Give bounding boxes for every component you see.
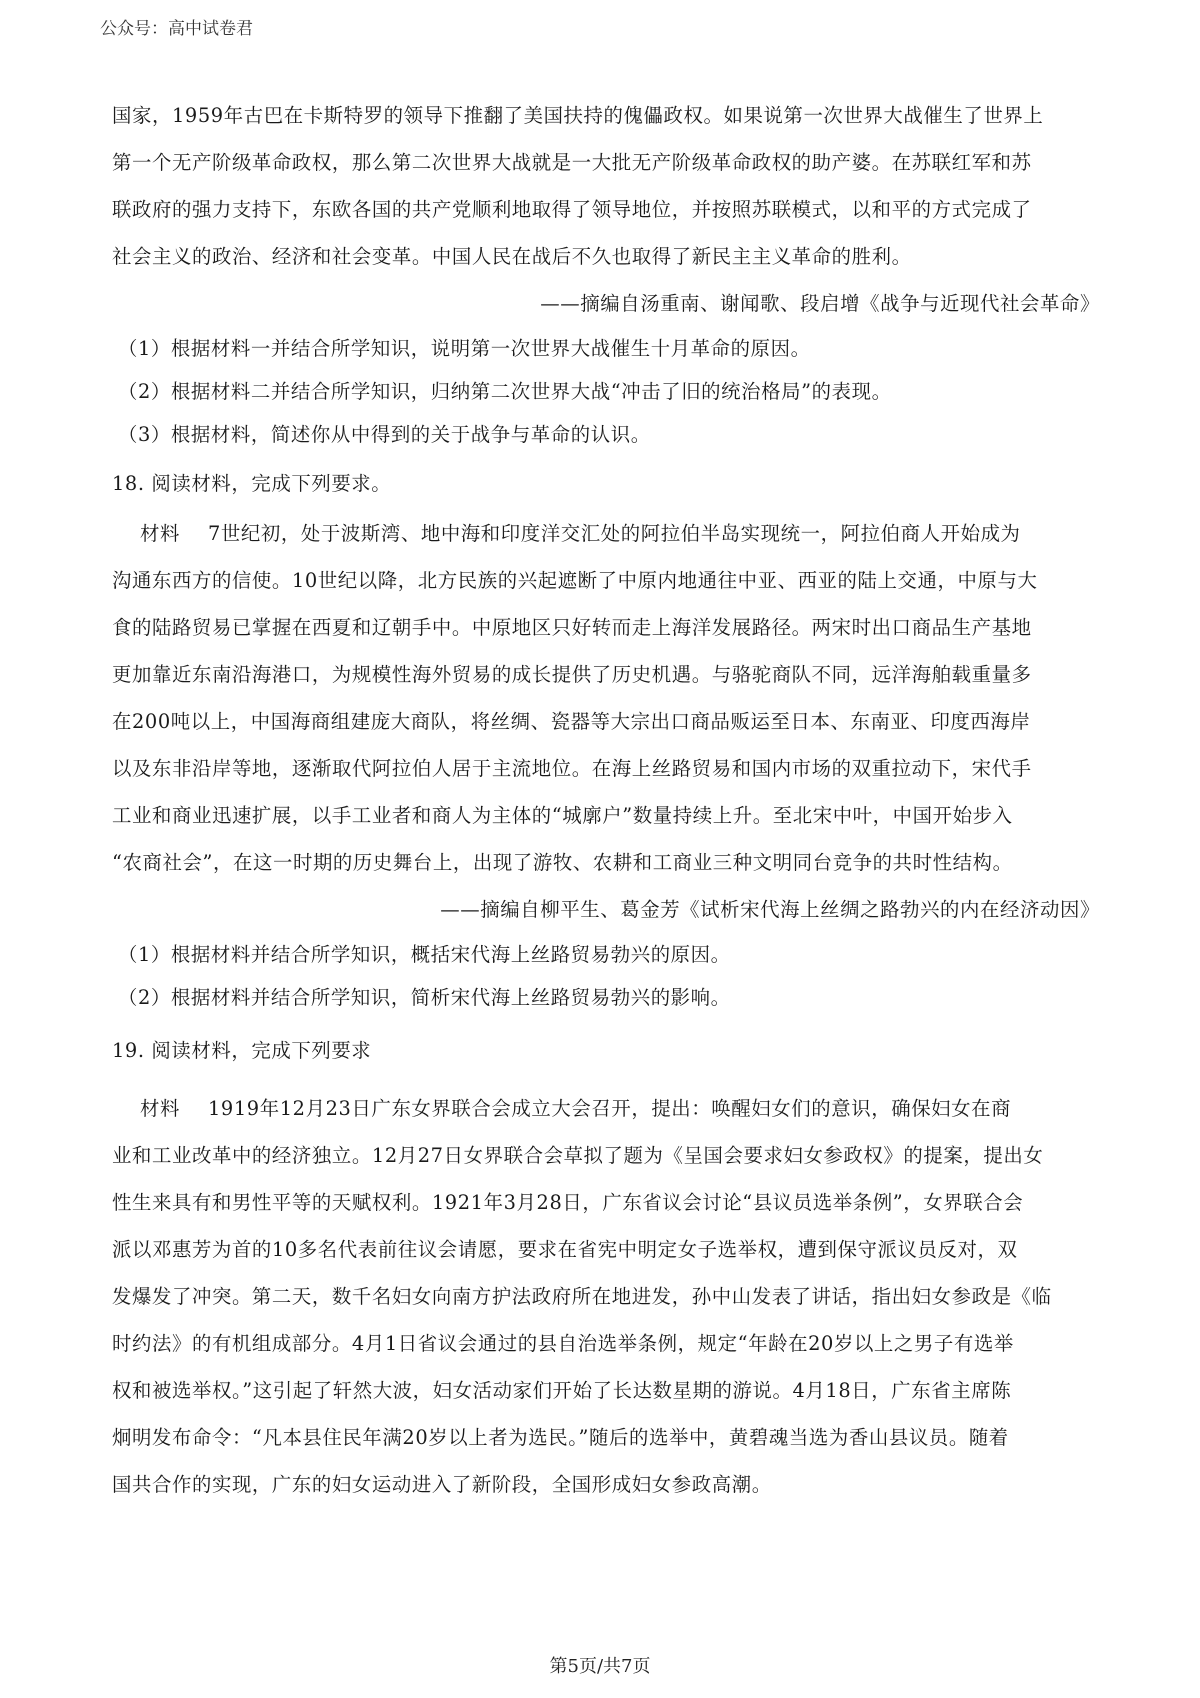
q18-heading: 18. 阅读材料，完成下列要求。 <box>112 472 392 495</box>
q17-question-3: （3）根据材料，简述你从中得到的关于战争与革命的认识。 <box>118 423 651 446</box>
q18-source: ——摘编自柳平生、葛金芳《试析宋代海上丝绸之路勃兴的内在经济动因》 <box>440 898 1100 921</box>
q19-line: 派以邓惠芳为首的10多名代表前往议会请愿，要求在省宪中明定女子选举权，遭到保守派议员反对，双 <box>112 1238 1018 1261</box>
q18-question-1: （1）根据材料并结合所学知识，概括宋代海上丝路贸易勃兴的原因。 <box>118 943 731 966</box>
q17-source: ——摘编自汤重南、谢闻歌、段启增《战争与近现代社会革命》 <box>540 292 1100 315</box>
q18-line: 沟通东西方的信使。10世纪以降，北方民族的兴起遮断了中原内地通往中亚、西亚的陆上交通，中原与大 <box>112 569 1038 592</box>
q19-line: 权和被选举权。”这引起了轩然大波，妇女活动家们开始了长达数星期的游说。4月18日，广东省主席陈 <box>112 1379 1012 1402</box>
q17-line: 第一个无产阶级革命政权，那么第二次世界大战就是一大批无产阶级革命政权的助产婆。在苏联红军和苏 <box>112 151 1032 174</box>
q18-line: 更加靠近东南沿海港口，为规模性海外贸易的成长提供了历史机遇。与骆驼商队不同，远洋海舶载重量多 <box>112 663 1032 686</box>
material-label: 材料 <box>140 522 180 545</box>
q18-line: 食的陆路贸易已掌握在西夏和辽朝手中。中原地区只好转而走上海洋发展路径。两宋时出口商品生产基地 <box>112 616 1032 639</box>
watermark-text: 公众号：高中试卷君 <box>100 19 253 39</box>
page-number: 第5页/共7页 <box>549 1656 651 1677</box>
q17-question-2: （2）根据材料二并结合所学知识，归纳第二次世界大战“冲击了旧的统治格局”的表现。 <box>118 380 892 403</box>
q17-line: 社会主义的政治、经济和社会变革。中国人民在战后不久也取得了新民主主义革命的胜利。 <box>112 245 912 268</box>
q19-line: 发爆发了冲突。第二天，数千名妇女向南方护法政府所在地进发，孙中山发表了讲话，指出妇女参政是《临 <box>112 1285 1052 1308</box>
q17-question-1: （1）根据材料一并结合所学知识，说明第一次世界大战催生十月革命的原因。 <box>118 337 811 360</box>
page-content <box>112 92 1102 1508</box>
q19-heading: 19. 阅读材料，完成下列要求 <box>112 1039 372 1062</box>
q18-line: 在200吨以上，中国海商组建庞大商队，将丝绸、瓷器等大宗出口商品贩运至日本、东南亚、印度西海岸 <box>112 710 1031 733</box>
q19-line: 炯明发布命令：“凡本县住民年满20岁以上者为选民。”随后的选举中，黄碧魂当选为香山县议员。随着 <box>112 1426 1009 1449</box>
q18-line: “农商社会”，在这一时期的历史舞台上，出现了游牧、农耕和工商业三种文明同台竞争的共时性结构。 <box>112 851 1013 874</box>
q19-line: 性生来具有和男性平等的天赋权利。1921年3月28日，广东省议会讨论“县议员选举条例”，女界联合会 <box>112 1191 1024 1214</box>
material-label: 材料 <box>140 1097 180 1120</box>
q19-line-text: 1919年12月23日广东女界联合会成立大会召开，提出：唤醒妇女们的意识，确保妇女在商 <box>207 1097 1012 1120</box>
q17-line: 联政府的强力支持下，东欧各国的共产党顺利地取得了领导地位，并按照苏联模式，以和平的方式完成了 <box>112 198 1032 221</box>
q18-question-2: （2）根据材料并结合所学知识，简析宋代海上丝路贸易勃兴的影响。 <box>118 986 731 1009</box>
q18-line <box>112 510 1102 557</box>
q18-line-text: 7世纪初，处于波斯湾、地中海和印度洋交汇处的阿拉伯半岛实现统一，阿拉伯商人开始成为 <box>207 522 1021 545</box>
q19-line: 国共合作的实现，广东的妇女运动进入了新阶段，全国形成妇女参政高潮。 <box>112 1473 772 1496</box>
q19-line: 时约法》的有机组成部分。4月1日省议会通过的县自治选举条例，规定“年龄在20岁以上之男子有选举 <box>112 1332 1014 1355</box>
q17-line: 国家，1959年古巴在卡斯特罗的领导下推翻了美国扶持的傀儡政权。如果说第一次世界大战催生了世界上 <box>112 104 1044 127</box>
q18-line: 以及东非沿岸等地，逐渐取代阿拉伯人居于主流地位。在海上丝路贸易和国内市场的双重拉动下，宋代手 <box>112 757 1032 780</box>
q19-line: 业和工业改革中的经济独立。12月27日女界联合会草拟了题为《呈国会要求妇女参政权》的提案，提出女 <box>112 1144 1044 1167</box>
q19-line <box>112 1085 1102 1132</box>
q18-line: 工业和商业迅速扩展，以手工业者和商人为主体的“城廓户”数量持续上升。至北宋中叶，中国开始步入 <box>112 804 1013 827</box>
